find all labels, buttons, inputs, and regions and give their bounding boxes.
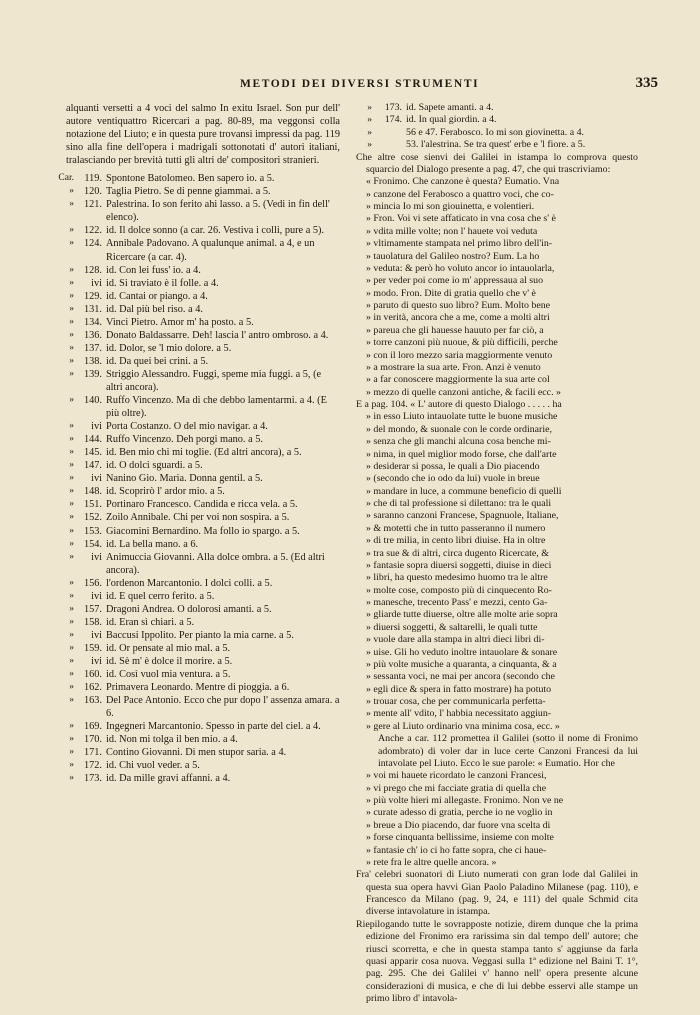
list-item <box>44 616 340 629</box>
quote-line: » molte cose, composto più di cinquecento Ro- <box>366 584 552 596</box>
paragraph-lute-players: Fra' celebri suonatori di Liuto numerati con gran lode dal Galilei in questa sua opera havvi Gian Paolo Paladino Milanese (pag. 110), e Francesco da Milano (pag. 9, 24, e 111) del quale Schmid cita diverse intavolature in istampa. <box>356 869 638 918</box>
entry-prefix: » <box>367 103 372 113</box>
entry-text: Striggio Alessandro. Fuggi, speme mia fuggi. a 5, (e altri ancora). <box>106 368 322 393</box>
entry-page: 121. <box>83 199 102 211</box>
quote-line: » tra sue & di altri, circa dugento Ricercate, & <box>366 547 549 559</box>
entry-page: 153. <box>83 525 102 537</box>
entry-page: 144. <box>83 434 102 446</box>
quote-line: » senza che gli manchi alcuna cosa benche mi- <box>366 436 551 448</box>
entry-page: 173. <box>83 773 102 785</box>
list-item <box>44 420 340 433</box>
quote-line: » pareua che gli hauesse hauuto per far ciò, a <box>366 324 544 336</box>
entry-text: Nanino Gio. Maria. Donna gentil. a 5. <box>106 473 263 485</box>
intro-paragraph: alquanti versetti a 4 voci del salmo In exitu Israel. Son pur dell' autore ventiquattro Ricercari a pag. 80-89, ma veggonsi colla notazione del Liuto; e in questa pure trovansi impressi da pag. 119 sino alla fine dell'opera i madrigali sottonotati d' autori italiani, tralasciando per brevità tutti gli altri de' compositori stranieri. <box>66 103 340 167</box>
quote-line: » in esso Liuto intauolate tutte le buone musiche <box>366 411 558 423</box>
entry-page: 170. <box>83 734 102 746</box>
list-item <box>44 394 340 420</box>
entry-prefix: » <box>69 669 74 680</box>
list-item <box>44 316 340 329</box>
author-quote <box>356 411 638 733</box>
list-item <box>44 668 340 681</box>
entry-page <box>374 127 406 139</box>
entry-prefix: » <box>69 355 74 366</box>
entry-prefix: » <box>69 682 74 693</box>
list-item <box>44 290 340 303</box>
list-item <box>44 733 340 746</box>
entry-page: ivi <box>91 473 102 485</box>
entry-text: id. Sapete amanti. a 4. <box>406 102 494 113</box>
entry-page: 158. <box>83 616 102 628</box>
list-item <box>356 102 638 114</box>
entry-page: 154. <box>83 538 102 550</box>
quote-line: » desiderar si possa, le quali a Dio piacendo <box>366 460 540 472</box>
list-item <box>44 642 340 655</box>
entry-text: id. E quel cerro ferito. a 5. <box>106 590 215 602</box>
list-item <box>44 198 340 224</box>
quote-line: » fantasie sopra diuersi soggetti, diuise in dieci <box>366 559 552 571</box>
entry-prefix: » <box>69 590 74 601</box>
entry-page: 147. <box>83 460 102 472</box>
entry-text: id. Cantai or piango. a 4. <box>106 290 208 302</box>
entry-text: id. In qual giordin. a 4. <box>406 114 497 126</box>
entry-prefix: » <box>367 115 372 126</box>
entry-prefix: » <box>69 225 74 236</box>
entry-page: 128. <box>83 264 102 276</box>
list-item <box>44 355 340 368</box>
entry-text: Spontone Batolomeo. Ben sapero io. a 5. <box>106 173 275 185</box>
entry-text: Taglia Pietro. Se di penne giammai. a 5. <box>106 186 271 198</box>
list-item <box>44 759 340 772</box>
entry-page: ivi <box>91 277 102 289</box>
entry-text: Animuccia Giovanni. Alla dolce ombra. a 5. (Ed altri ancora). <box>106 551 325 576</box>
quote-line: » Fron. Voi vi sete affaticato in vna cosa che s' è <box>366 213 556 225</box>
entry-text: Del Pace Antonio. Ecco che pur dopo l' assenza amara. a 6. <box>106 695 340 720</box>
dialogue-quote <box>356 176 638 399</box>
entry-prefix: » <box>69 499 74 510</box>
quote-line: » diuersi soggetti, & saltarelli, le quali tutte <box>366 621 538 633</box>
entry-text: id. Da mille gravi affanni. a 4. <box>106 773 231 785</box>
entry-text: Dragoni Andrea. O dolorosi amanti. a 5. <box>106 603 272 615</box>
entry-page: 134. <box>83 316 102 328</box>
entry-page: 151. <box>83 499 102 511</box>
entry-prefix: » <box>367 127 372 138</box>
entry-page: 140. <box>83 395 102 407</box>
quote-line: » manesche, trecento Pass' e mezzi, cento Ga- <box>366 597 548 608</box>
list-item <box>356 139 638 151</box>
entry-text: id. Il dolce sonno (a car. 26. Vestiva i colli, pure a 5). <box>106 225 324 237</box>
list-item <box>44 485 340 498</box>
entry-page <box>374 139 406 151</box>
entry-prefix: » <box>69 264 74 275</box>
quote-line: » modo. Fron. Dite di gratia quello che v' è <box>366 287 536 299</box>
list-item <box>44 511 340 524</box>
entry-page: 119. <box>84 173 102 185</box>
entry-prefix: » <box>69 486 74 497</box>
quote-line: » (secondo che io odo da lui) vuole in breue <box>366 473 540 485</box>
entry-text: Zoilo Annibale. Chi per voi non sospira. a 5. <box>106 512 290 524</box>
quote-line: » libri, ha questo medesimo huomo tra le altre <box>366 572 548 584</box>
entry-text: Ingegneri Marcantonio. Spesso in parte del ciel. a 4. <box>106 721 321 733</box>
entry-text: Palestrina. Io son ferito ahi lasso. a 5. (Vedi in fin dell' elenco). <box>106 199 330 224</box>
quote-line: » uise. Gli ho veduto inoltre intauolare & sonare <box>366 646 558 658</box>
entry-text: id. Sè m' è dolce il morire. a 5. <box>106 655 233 667</box>
quote-line: » curate adesso di gratia, perche io ne voglio in <box>366 807 553 819</box>
quote-line: » mincia Io mi son giouinetta, e volentieri. <box>366 201 535 212</box>
quote-line: » voi mi hauete ricordato le canzoni Francesi, <box>366 770 547 782</box>
entry-prefix: » <box>69 277 74 288</box>
entry-text: id. La bella mano. a 6. <box>106 538 199 550</box>
entry-page: 139. <box>83 368 102 380</box>
quote-line: » più volte musiche a quaranta, a cinquanta, & a <box>366 658 557 670</box>
entry-page: 137. <box>83 342 102 354</box>
list-item <box>44 551 340 577</box>
entry-prefix: » <box>69 368 74 379</box>
entry-page: 159. <box>83 642 102 654</box>
entry-text: id. Chi vuol veder. a 5. <box>106 760 200 772</box>
quote-line: » veduta: & però ho voluto ancor io intauolarla, <box>366 262 555 274</box>
quote-line: » mente all' vdito, l' habbia necessitato aggiun- <box>366 708 552 720</box>
right-column <box>356 102 638 1005</box>
entry-page: 174. <box>384 114 402 126</box>
entry-text: id. Scoprirò l' ardor mio. a 5. <box>106 486 225 498</box>
page-number: 335 <box>635 75 658 91</box>
madrigal-list <box>44 172 340 785</box>
entry-prefix: » <box>69 447 74 458</box>
quote-line: » egli dice & spera in fatto mostrare) ha potuto <box>366 683 552 695</box>
entry-page: 124. <box>83 238 102 250</box>
quote-line: » più volte hieri mi allegaste. Fronimo. Non ve ne <box>366 795 564 806</box>
entry-prefix: » <box>69 460 74 471</box>
list-item <box>44 342 340 355</box>
list-item <box>44 264 340 277</box>
paragraph-page-104: E a pag. 104. « L' autore di questo Dialogo . . . . . ha <box>356 399 562 410</box>
list-item <box>44 681 340 694</box>
list-item <box>44 655 340 668</box>
quote-line: « Fronimo. Che canzone è questa? Eumatio. Vna <box>366 176 560 188</box>
page-header <box>0 72 700 96</box>
entry-text: Ruffo Vincenzo. Ma di che debbo lamentarmi. a 4. (E più oltre). <box>106 395 327 420</box>
quote-line: » per veder poi come io m' appressaua al suo <box>366 275 544 287</box>
list-item <box>44 459 340 472</box>
list-item <box>44 577 340 590</box>
quote-line: » torre canzoni più nuoue, & più difficili, perche <box>366 337 558 349</box>
entry-prefix: » <box>69 434 74 445</box>
entry-text: Portinaro Francesco. Candida e ricca vela. a 5. <box>106 499 298 511</box>
entry-text: Giacomini Bernardino. Ma follo io spargo. a 5. <box>106 525 300 537</box>
entry-prefix: » <box>69 395 74 406</box>
list-item <box>44 498 340 511</box>
paragraph-dialogue-intro: Che altre cose sienvi dei Galilei in istampa lo comprova questo squarcio del Dialogo presente a pag. 47, che qui trascriviamo: <box>356 151 638 175</box>
quote-line: » mandare in luce, a commune beneficio di quelli <box>366 485 562 497</box>
list-item <box>44 277 340 290</box>
entry-text: id. Ben mio chi mi toglie. (Ed altri ancora), a 5. <box>106 447 302 459</box>
entry-prefix: » <box>69 603 74 614</box>
running-title: METODI DEI DIVERSI STRUMENTI <box>240 78 480 90</box>
entry-page: 138. <box>83 355 102 367</box>
madrigal-list-continued <box>356 102 638 152</box>
quote-line: » vltimamente stampata nel primo libro dell'in- <box>366 238 553 250</box>
entry-prefix: » <box>69 721 74 732</box>
quote-line: » breue a Dio piacendo, dar fuore vna scelta di <box>366 819 551 831</box>
list-item <box>44 446 340 459</box>
entry-text: Donato Baldassarre. Deh! lascia l' antro ombroso. a 4. <box>106 329 329 341</box>
list-item <box>44 746 340 759</box>
entry-text: 56 e 47. Ferabosco. Io mi son giovinetta. a 4. <box>406 126 584 138</box>
entry-text: id. Così vuol mia ventura. a 5. <box>106 669 231 681</box>
entry-page: 157. <box>83 603 102 615</box>
entry-prefix: » <box>367 140 372 151</box>
entry-prefix: » <box>69 695 74 706</box>
entry-prefix: » <box>69 316 74 327</box>
list-item <box>44 694 340 720</box>
list-item <box>356 114 638 126</box>
list-item <box>44 590 340 603</box>
quote-line: » sessanta voci, ne mai per ancora (secondo che <box>366 671 555 683</box>
entry-prefix: » <box>69 629 74 640</box>
entry-text: Porta Costanzo. O del mio navigar. a 4. <box>106 421 268 433</box>
entry-prefix: » <box>69 329 74 340</box>
quote-line: » saranno canzoni Francese, Spagnuole, Italiane, <box>366 510 559 522</box>
entry-prefix: » <box>69 577 74 588</box>
list-item <box>44 368 340 394</box>
entry-text: id. Da quei bei crini. a 5. <box>106 355 209 367</box>
entry-prefix: » <box>69 238 74 249</box>
quote-line: » rete fra le altre quelle ancora. » <box>366 856 497 868</box>
quote-line: » a far conoscere maggiormente la sua arte col <box>366 374 550 386</box>
entry-prefix: » <box>69 473 74 484</box>
list-item <box>44 603 340 616</box>
entry-prefix: » <box>69 290 74 301</box>
quote-line: » forse cinquanta bellissime, insieme con molte <box>366 832 554 844</box>
entry-page: 156. <box>83 577 102 589</box>
list-item <box>44 472 340 485</box>
entry-page: ivi <box>91 655 102 667</box>
list-item <box>44 525 340 538</box>
entry-page: 172. <box>83 760 102 772</box>
entry-text: Annibale Padovano. A qualunque animal. a 4, e un Ricercare (a car. 4). <box>106 238 315 263</box>
entry-text: id. O dolci sguardi. a 5. <box>106 460 203 472</box>
canzoni-quote <box>356 770 638 869</box>
quote-line: » vuole dare alla stampa in altri dieci libri di- <box>366 634 545 646</box>
quote-line: » con il loro mezzo saria maggiormente venuto <box>366 349 553 361</box>
entry-text: Vinci Pietro. Amor m' ha posto. a 5. <box>106 316 254 328</box>
entry-text: 53. l'alestrina. Se tra quest' erbe e 'l fiore. a 5. <box>406 139 586 151</box>
entry-text: id. Non mi tolga il ben mio. a 4. <box>106 734 238 746</box>
entry-page: 136. <box>83 329 102 341</box>
list-item <box>44 303 340 316</box>
entry-page: 148. <box>83 486 102 498</box>
entry-prefix: » <box>69 199 74 210</box>
quote-line: » vdita mille volte; non l' hauete voi veduta <box>366 225 538 237</box>
list-item <box>44 237 340 263</box>
paragraph-summary: Riepilogando tutte le sovrapposte notizie, direm dunque che la prima edizione del Fronimo era rarissima sin dal tempo dell' autore; che riuscì scorretta, e che in questa stampa tanto s' aggiunse da farla quasi apparir cosa nuova. Veggasi sulla 1ª edizione nel Baini T. 1°, pag. 295. Che dei Galilei v' hanno nell' opera presente alcune considerazioni di musica, e che di lui debbe esservi alle stampe un primo libro d' intavola- <box>356 918 638 1004</box>
entry-page: ivi <box>91 421 102 433</box>
entry-text: id. Dal più bel riso. a 4. <box>106 303 203 315</box>
entry-text: id. Dolor, se 'l mio dolore. a 5. <box>106 342 232 354</box>
list-item <box>44 224 340 237</box>
entry-page: ivi <box>91 590 102 602</box>
entry-prefix: » <box>69 512 74 523</box>
entry-text: l'ordenon Marcantonio. I dolci colli. a 5. <box>106 577 273 589</box>
entry-page: 163. <box>83 695 102 707</box>
quote-line: » in verità, ancora che a me, come a molti altri <box>366 312 550 324</box>
quote-line: » di tre milia, in cento libri diuise. Ha in oltre <box>366 535 546 547</box>
quote-line: » gliarde tutte diuerse, oltre alle molte arie sopra <box>366 609 558 621</box>
quote-line: » canzone del Ferabosco a quattro voci, che co- <box>366 188 554 200</box>
quote-line: » a mostrare la sua arte. Fron. Anzi è venuto <box>366 361 541 373</box>
entry-prefix: » <box>69 551 74 562</box>
entry-page: ivi <box>91 551 102 563</box>
quote-line: » vi prego che mi facciate gratia di quella che <box>366 782 547 794</box>
entry-prefix: » <box>69 342 74 353</box>
entry-prefix: » <box>69 538 74 549</box>
list-item <box>44 329 340 342</box>
quote-line: » fantasie ch' io ci ho fatte sopra, che ci haue- <box>366 844 547 856</box>
quote-line: » paruto di questo suo libro? Eum. Molto bene <box>366 300 551 311</box>
entry-prefix: » <box>69 642 74 653</box>
entry-page: ivi <box>91 629 102 641</box>
quote-line: » nima, in quel miglior modo forse, che dall'arte <box>366 448 557 460</box>
entry-prefix: » <box>69 734 74 745</box>
entry-page: 162. <box>83 682 102 694</box>
entry-text: Baccusi Ippolito. Per pianto la mia carne. a 5. <box>106 629 294 641</box>
list-item <box>356 127 638 139</box>
entry-text: id. Con lei fuss' io. a 4. <box>106 264 201 276</box>
entry-text: Ruffo Vincenzo. Deh porgi mano. a 5. <box>106 434 263 446</box>
entry-page: 169. <box>83 721 102 733</box>
quote-line: » gere al Liuto ordinario vna minima cosa, ecc. » <box>366 720 560 732</box>
list-item <box>44 629 340 642</box>
list-item <box>44 772 340 785</box>
left-column <box>44 102 340 785</box>
entry-prefix: » <box>69 655 74 666</box>
list-item <box>44 433 340 446</box>
entry-prefix: » <box>69 186 74 197</box>
quote-line: » che di tal professione si dilettano: tra le quali <box>366 498 552 509</box>
quote-line: » tauolatura del Galileo nostro? Eum. La ho <box>366 250 540 262</box>
entry-text: Primavera Leonardo. Mentre di pioggia. a 6. <box>106 682 290 694</box>
entry-text: id. Eran sì chiari. a 5. <box>106 616 195 628</box>
entry-prefix: » <box>69 525 74 536</box>
quote-line: » & motetti che in tutto passeranno il numero <box>366 522 546 534</box>
entry-page: 173. <box>384 102 402 113</box>
entry-text: Contino Giovanni. Di men stupor saria. a 4. <box>106 747 287 759</box>
entry-prefix: » <box>69 760 74 771</box>
entry-prefix: » <box>69 773 74 784</box>
entry-page: 131. <box>83 303 102 315</box>
entry-prefix: Car. <box>58 173 74 184</box>
list-item <box>44 720 340 733</box>
entry-page: 122. <box>83 225 102 237</box>
list-item <box>44 185 340 198</box>
entry-page: 152. <box>83 512 102 524</box>
entry-text: id. Si traviato è il folle. a 4. <box>106 277 219 289</box>
entry-page: 171. <box>83 747 102 759</box>
entry-prefix: » <box>69 303 74 314</box>
entry-prefix: » <box>69 747 74 758</box>
entry-page: 129. <box>83 290 102 302</box>
entry-prefix: » <box>69 616 74 627</box>
quote-line: » trouar cosa, che per communicarla perfetta- <box>366 696 546 707</box>
quote-line: » mezzo di quelle canzoni antiche, & facili ecc. » <box>366 386 561 398</box>
quote-line: » del mondo, & suonale con le corde ordinarie, <box>366 423 552 435</box>
entry-page: 120. <box>83 186 102 198</box>
paragraph-car-112: Anche a car. 112 promettea il Galilei (sotto il nome di Fronimo adombrato) di voler dar in luce certe Canzoni Francesi da lui intavolate pel Liuto. Ecco le sue parole: « Eumatio. Hor che <box>378 733 638 769</box>
entry-prefix: » <box>69 421 74 432</box>
list-item <box>44 538 340 551</box>
entry-page: 145. <box>83 447 102 459</box>
entry-text: id. Or pensate al mio mal. a 5. <box>106 642 231 654</box>
entry-page: 160. <box>83 669 102 681</box>
list-item <box>44 172 340 185</box>
